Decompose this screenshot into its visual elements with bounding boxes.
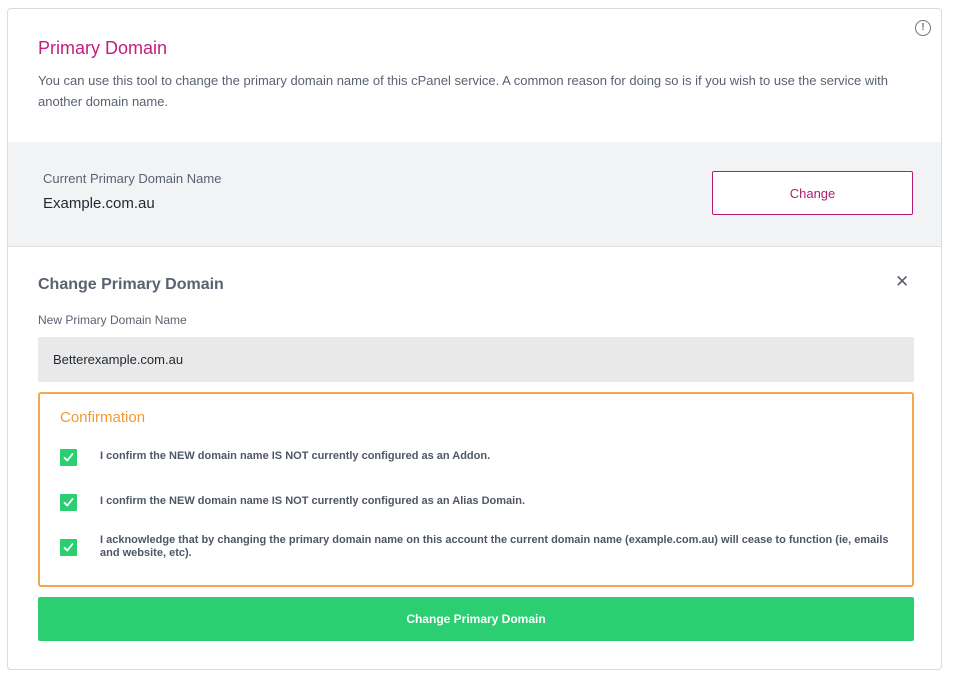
change-section-title: Change Primary Domain: [38, 276, 224, 293]
confirm-acknowledge-text: I acknowledge that by changing the primary domain name on this account the current domain name (example.com.au) will cease to function (ie, emails and website, etc).: [100, 534, 889, 559]
close-icon[interactable]: ✕: [895, 272, 910, 291]
confirm-alias-text: I confirm the NEW domain name IS NOT currently configured as an Alias Domain.: [100, 495, 525, 507]
confirm-addon-checkbox[interactable]: [60, 449, 77, 466]
confirm-acknowledge-checkbox[interactable]: [60, 539, 77, 556]
page-description: You can use this tool to change the primary domain name of this cPanel service. A common reason for doing so is if you wish to use the service with another domain name.: [38, 73, 889, 109]
current-domain-value: Example.com.au: [43, 195, 155, 212]
confirmation-title: Confirmation: [60, 409, 146, 426]
change-primary-domain-button[interactable]: Change Primary Domain: [38, 597, 914, 641]
confirmation-box: [38, 392, 914, 587]
new-domain-label: New Primary Domain Name: [38, 313, 187, 327]
primary-domain-card: [7, 8, 942, 670]
check-icon: [63, 452, 74, 463]
check-icon: [63, 542, 74, 553]
info-icon[interactable]: !: [915, 20, 931, 36]
new-domain-input[interactable]: [38, 337, 914, 382]
current-domain-panel: [8, 142, 941, 247]
check-icon: [63, 497, 74, 508]
confirm-addon-text: I confirm the NEW domain name IS NOT currently configured as an Addon.: [100, 450, 491, 462]
current-domain-label: Current Primary Domain Name: [43, 171, 222, 186]
confirm-alias-checkbox[interactable]: [60, 494, 77, 511]
page-title: Primary Domain: [38, 38, 168, 58]
change-button[interactable]: Change: [712, 171, 913, 215]
